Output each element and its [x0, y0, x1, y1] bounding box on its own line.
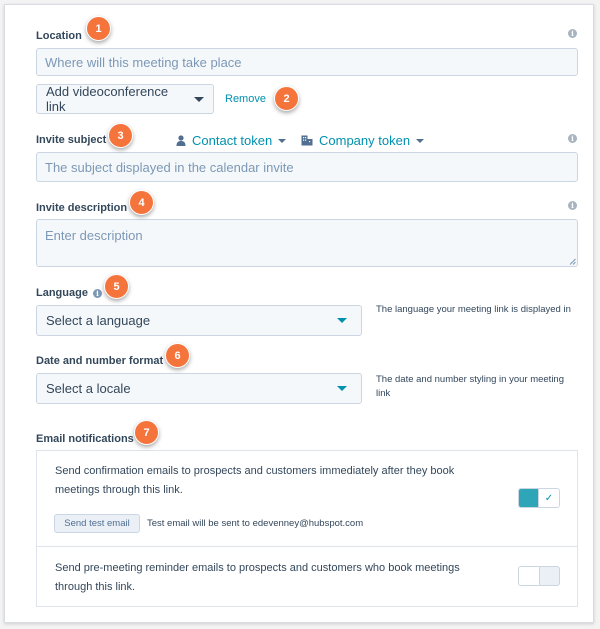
language-label: Language: [36, 287, 88, 299]
toggle-track: [519, 489, 538, 507]
location-label: Location: [36, 30, 82, 42]
company-token-label: Company token: [319, 133, 411, 148]
chevron-down-icon: [337, 386, 347, 391]
chevron-down-icon: [337, 318, 347, 323]
invite-subject-info-icon[interactable]: i: [568, 134, 577, 143]
test-email-note: Test email will be sent to edevenney@hubspot.com: [147, 518, 364, 529]
language-select-value: Select a language: [46, 313, 151, 328]
language-label-row: [36, 287, 102, 299]
reminder-email-text: Send pre-meeting reminder emails to prospects and customers who book meetings through this link.: [55, 562, 460, 593]
callout-badge-6: 6: [165, 343, 190, 368]
resize-handle-icon[interactable]: [569, 258, 576, 265]
chevron-down-icon: [194, 97, 204, 102]
invite-subject-label: Invite subject: [36, 134, 107, 146]
toggle-knob: [519, 567, 540, 585]
videoconference-label: Add videoconference link: [46, 84, 169, 114]
company-token-dropdown[interactable]: [301, 133, 424, 148]
invite-subject-input[interactable]: The subject displayed in the calendar invite: [36, 152, 578, 182]
chevron-down-icon: [416, 139, 424, 143]
contact-token-dropdown[interactable]: [176, 133, 286, 148]
callout-badge-3: 3: [108, 123, 133, 148]
location-input[interactable]: Where will this meeting take place: [36, 48, 578, 76]
remove-link[interactable]: Remove: [225, 93, 266, 105]
contact-token-label: Contact token: [192, 133, 273, 148]
invite-description-info-icon[interactable]: i: [568, 201, 577, 210]
chevron-down-icon: [278, 139, 286, 143]
videoconference-dropdown[interactable]: [36, 84, 214, 114]
invite-description-label: Invite description: [36, 202, 128, 214]
confirmation-email-toggle[interactable]: [518, 488, 560, 508]
reminder-email-toggle[interactable]: [518, 566, 560, 586]
invite-description-textarea[interactable]: Enter description: [36, 219, 578, 267]
checkmark-icon: ✓: [538, 489, 559, 507]
send-test-email-button[interactable]: Send test email: [54, 514, 140, 533]
email-notifications-label: Email notifications: [36, 433, 134, 445]
building-icon: [301, 135, 313, 146]
language-select[interactable]: [36, 305, 362, 336]
locale-select-value: Select a locale: [46, 381, 131, 396]
date-format-help-text: The date and number styling in your meeting link: [376, 374, 564, 399]
callout-badge-2: 2: [274, 86, 299, 111]
locale-select[interactable]: [36, 373, 362, 404]
callout-badge-7: 7: [134, 420, 159, 445]
location-info-icon[interactable]: i: [568, 29, 577, 38]
person-icon: [176, 135, 186, 146]
language-help-text: The language your meeting link is displayed in: [376, 304, 571, 315]
confirmation-email-text: Send confirmation emails to prospects and customers immediately after they book meetings through this link.: [55, 465, 455, 496]
language-info-icon[interactable]: i: [93, 289, 102, 298]
callout-badge-5: 5: [104, 274, 129, 299]
callout-badge-4: 4: [129, 190, 154, 215]
callout-badge-1: 1: [86, 16, 111, 41]
date-format-label: Date and number format: [36, 355, 164, 367]
